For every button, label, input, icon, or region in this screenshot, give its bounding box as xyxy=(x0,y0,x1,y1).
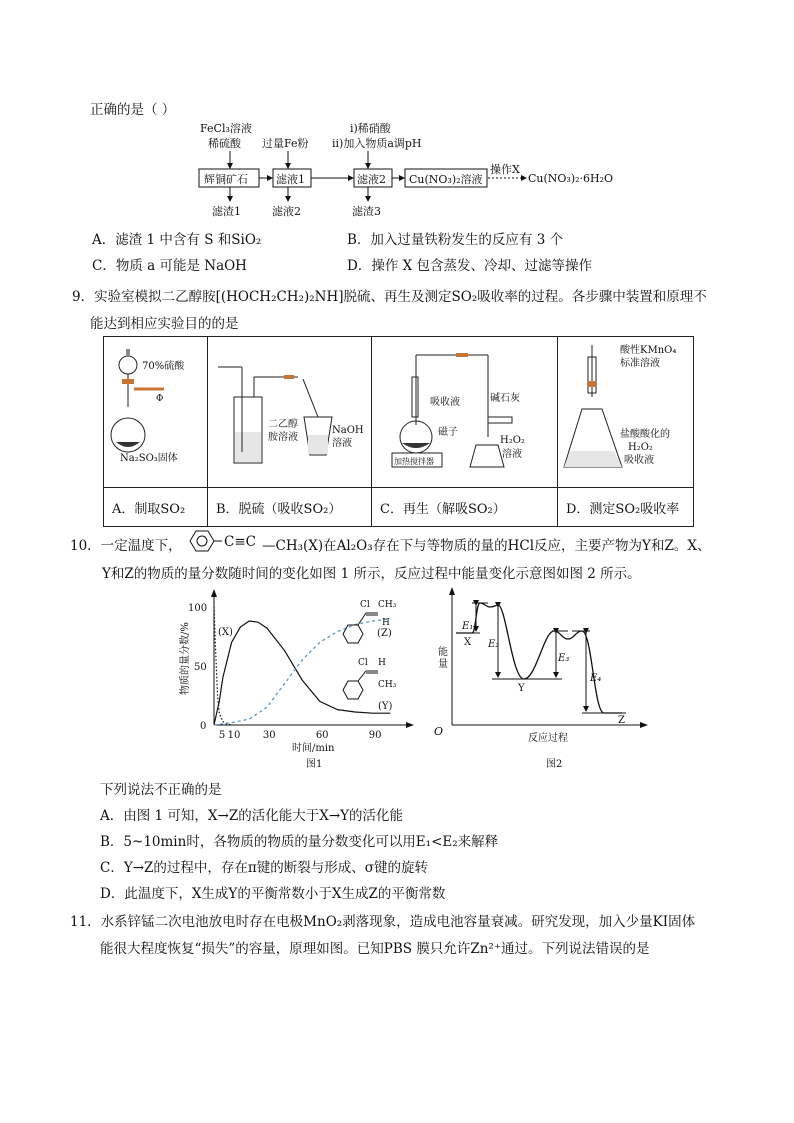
label-acidified: 盐酸酸化的 xyxy=(620,429,670,440)
q8-option-c[interactable]: C．物质 a 可能是 NaOH xyxy=(92,258,247,274)
label-h2o2: H₂O₂ xyxy=(500,435,525,446)
flow-reagent-h2so4: 稀硫酸 xyxy=(208,137,241,150)
apparatus-cell-b xyxy=(208,337,372,488)
fig2-ylabel-1: 能 xyxy=(438,647,448,658)
q9-stem-line1: 9．实验室模拟二乙醇胺[(HOCH₂CH₂)₂NH]脱硫、再生及测定SO₂吸收率的过程。各步骤中装置和原理不 xyxy=(72,289,707,305)
apparatus-table xyxy=(103,336,694,527)
fig2-e2: E₂ xyxy=(488,639,500,650)
fig1-ytick: 50 xyxy=(194,661,207,673)
q8-option-a[interactable]: A．滤渣 1 中含有 S 和SiO₂ xyxy=(92,232,262,248)
fig1-xlabel: 时间/min xyxy=(292,743,335,754)
figure1-chart xyxy=(172,585,422,773)
label-kmno4: 酸性KMnO₄ xyxy=(620,345,677,356)
absorption-apparatus xyxy=(208,337,371,483)
molecule-y-structure xyxy=(343,658,397,712)
titration-apparatus xyxy=(558,337,693,483)
label-70pct-acid: 70%硫酸 xyxy=(142,361,185,372)
fig1-xtick: 90 xyxy=(368,730,382,741)
molecule-z-structure xyxy=(343,600,397,643)
fig2-label-z: Z xyxy=(618,715,625,726)
q9-stem-line2: 能达到相应实验目的的是 xyxy=(90,316,239,332)
label-naoh-solution: 溶液 xyxy=(332,438,352,449)
fig2-label-y: Y xyxy=(518,683,525,694)
label-absorption-liquid: 吸收液 xyxy=(624,455,654,466)
label-amine-solution: 二乙醇 xyxy=(268,419,298,430)
flow-reagent-fe: 过量Fe粉 xyxy=(262,137,309,150)
apparatus-cell-d xyxy=(558,337,694,488)
fig1-legend-y: (Y) xyxy=(378,701,393,712)
q8-option-b[interactable]: B．加入过量铁粉发生的反应有 3 个 xyxy=(347,232,564,248)
label-naoh: NaOH xyxy=(332,425,364,436)
fig2-label-x: X xyxy=(464,637,472,648)
q10-stem-start: 10．一定温度下， xyxy=(70,538,182,554)
flow-reagent-a: ii)加入物质a调pH xyxy=(332,137,422,150)
q10-question: 下列说法不正确的是 xyxy=(100,782,222,798)
regeneration-apparatus xyxy=(372,337,557,483)
flow-box-cu-nitrate-label: Cu(NO₃)₂溶液 xyxy=(409,173,483,186)
svg-text:CH₃: CH₃ xyxy=(378,600,397,610)
q10-option-c[interactable]: C．Y→Z的过程中，存在π键的断裂与形成、σ键的旋转 xyxy=(100,860,429,876)
figure2-energy-diagram xyxy=(432,585,652,773)
fig2-ylabel-2: 量 xyxy=(438,659,448,670)
fig1-xtick: 60 xyxy=(315,730,329,741)
svg-text:Cl: Cl xyxy=(358,658,368,668)
label-absorbent: 吸收液 xyxy=(430,397,460,408)
q10-option-d[interactable]: D．此温度下，X生成Y的平衡常数小于X生成Z的平衡常数 xyxy=(100,886,446,902)
fig2-e1: E₁ xyxy=(462,621,474,632)
label-heater: 加热搅拌器 xyxy=(394,457,434,466)
fig2-energy-curve xyxy=(456,603,622,713)
flow-product: Cu(NO₃)₂·6H₂O xyxy=(528,172,614,185)
q11-stem-line2: 能很大程度恢复“损失”的容量，原理如图。已知PBS 膜只允许Zn²⁺通过。下列说法错误的是 xyxy=(100,941,650,957)
fig1-xtick: 5 xyxy=(218,730,226,741)
q9-option-a[interactable]: A．制取SO₂ xyxy=(104,488,208,527)
svg-text:Cl: Cl xyxy=(360,600,370,610)
flow-box-filtrate1-label: 滤液1 xyxy=(276,173,305,186)
q8-option-d[interactable]: D．操作 X 包含蒸发、冷却、过滤等操作 xyxy=(347,258,593,274)
fig1-legend-z: (Z) xyxy=(377,628,392,639)
q10-option-b[interactable]: B．5~10min时，各物质的物质的量分数变化可以用E₁<E₂来解释 xyxy=(100,834,499,850)
fig2-caption: 图2 xyxy=(546,759,563,770)
q9-option-b[interactable]: B．脱硫（吸收SO₂） xyxy=(208,488,372,527)
fig1-ytick: 100 xyxy=(188,602,208,614)
q11-stem-line1: 11．水系锌锰二次电池放电时存在电极MnO₂剥落现象，造成电池容量衰减。研究发现，加入少量KI固体 xyxy=(70,914,696,930)
label-h2o2-d: H₂O₂ xyxy=(628,442,653,453)
flow-reagent-hno3: i)稀硝酸 xyxy=(350,122,391,135)
benzene-ring-icon xyxy=(186,528,224,554)
flow-op-x: 操作X xyxy=(490,163,520,176)
label-amine-solution-2: 胺溶液 xyxy=(268,432,298,443)
q9-option-d[interactable]: D．测定SO₂吸收率 xyxy=(558,488,694,527)
fig1-xtick: 30 xyxy=(262,730,276,741)
label-stir-bar: 磁子 xyxy=(438,427,458,438)
fig1-xtick: 10 xyxy=(227,730,241,741)
fig1-ytick: 0 xyxy=(200,721,207,732)
flow-reagent-fecl3: FeCl₃溶液 xyxy=(200,122,252,135)
svg-text:CH₃: CH₃ xyxy=(378,680,397,690)
apparatus-cell-c xyxy=(372,337,558,488)
q9-option-c[interactable]: C．再生（解吸SO₂） xyxy=(372,488,558,527)
flow-box-ore-label: 辉铜矿石 xyxy=(204,173,248,186)
fig1-caption: 图1 xyxy=(306,759,323,770)
label-standard-solution: 标准溶液 xyxy=(620,358,660,369)
svg-text:H: H xyxy=(382,618,390,628)
q10-alkyne-text: C≡C xyxy=(224,534,256,550)
fig1-legend-x: (X) xyxy=(218,627,233,638)
flow-out-filtrate2: 滤液2 xyxy=(272,205,301,218)
fig2-e3: E₃ xyxy=(558,653,570,664)
flow-out-residue3: 滤渣3 xyxy=(352,205,381,218)
apparatus-cell-a xyxy=(104,337,208,488)
process-flow-diagram xyxy=(190,118,620,223)
fig2-e4: E₄ xyxy=(590,673,602,684)
fig1-series-line-2 xyxy=(214,619,390,725)
flow-box-filtrate2-label: 滤液2 xyxy=(357,173,386,186)
q10-stem-rest: —CH₃(X)在Al₂O₃存在下与等物质的量的HCl反应，主要产物为Y和Z。X、 xyxy=(262,538,711,554)
svg-text:Φ: Φ xyxy=(156,394,164,404)
q10-stem-line2: Y和Z的物质的量分数随时间的变化如图 1 所示，反应过程中能量变化示意图如图 2 所示。 xyxy=(102,566,641,582)
svg-text:H: H xyxy=(378,658,386,668)
question-stem-tail: 正确的是（ ） xyxy=(90,102,176,118)
so2-generator-apparatus xyxy=(104,337,207,483)
label-soda-lime: 碱石灰 xyxy=(490,393,520,404)
fig1-series-line-0 xyxy=(214,607,232,725)
label-h2o2-solution: 溶液 xyxy=(502,449,522,460)
label-na2so3: Na₂SO₃固体 xyxy=(120,453,178,464)
fig1-ylabel: 物质的量分数/% xyxy=(180,622,191,695)
q10-option-a[interactable]: A．由图 1 可知，X→Z的活化能大于X→Y的活化能 xyxy=(100,808,404,824)
fig2-xlabel: 反应过程 xyxy=(528,733,568,744)
fig2-origin: O xyxy=(434,725,444,738)
flow-out-residue1: 滤渣1 xyxy=(212,205,241,218)
